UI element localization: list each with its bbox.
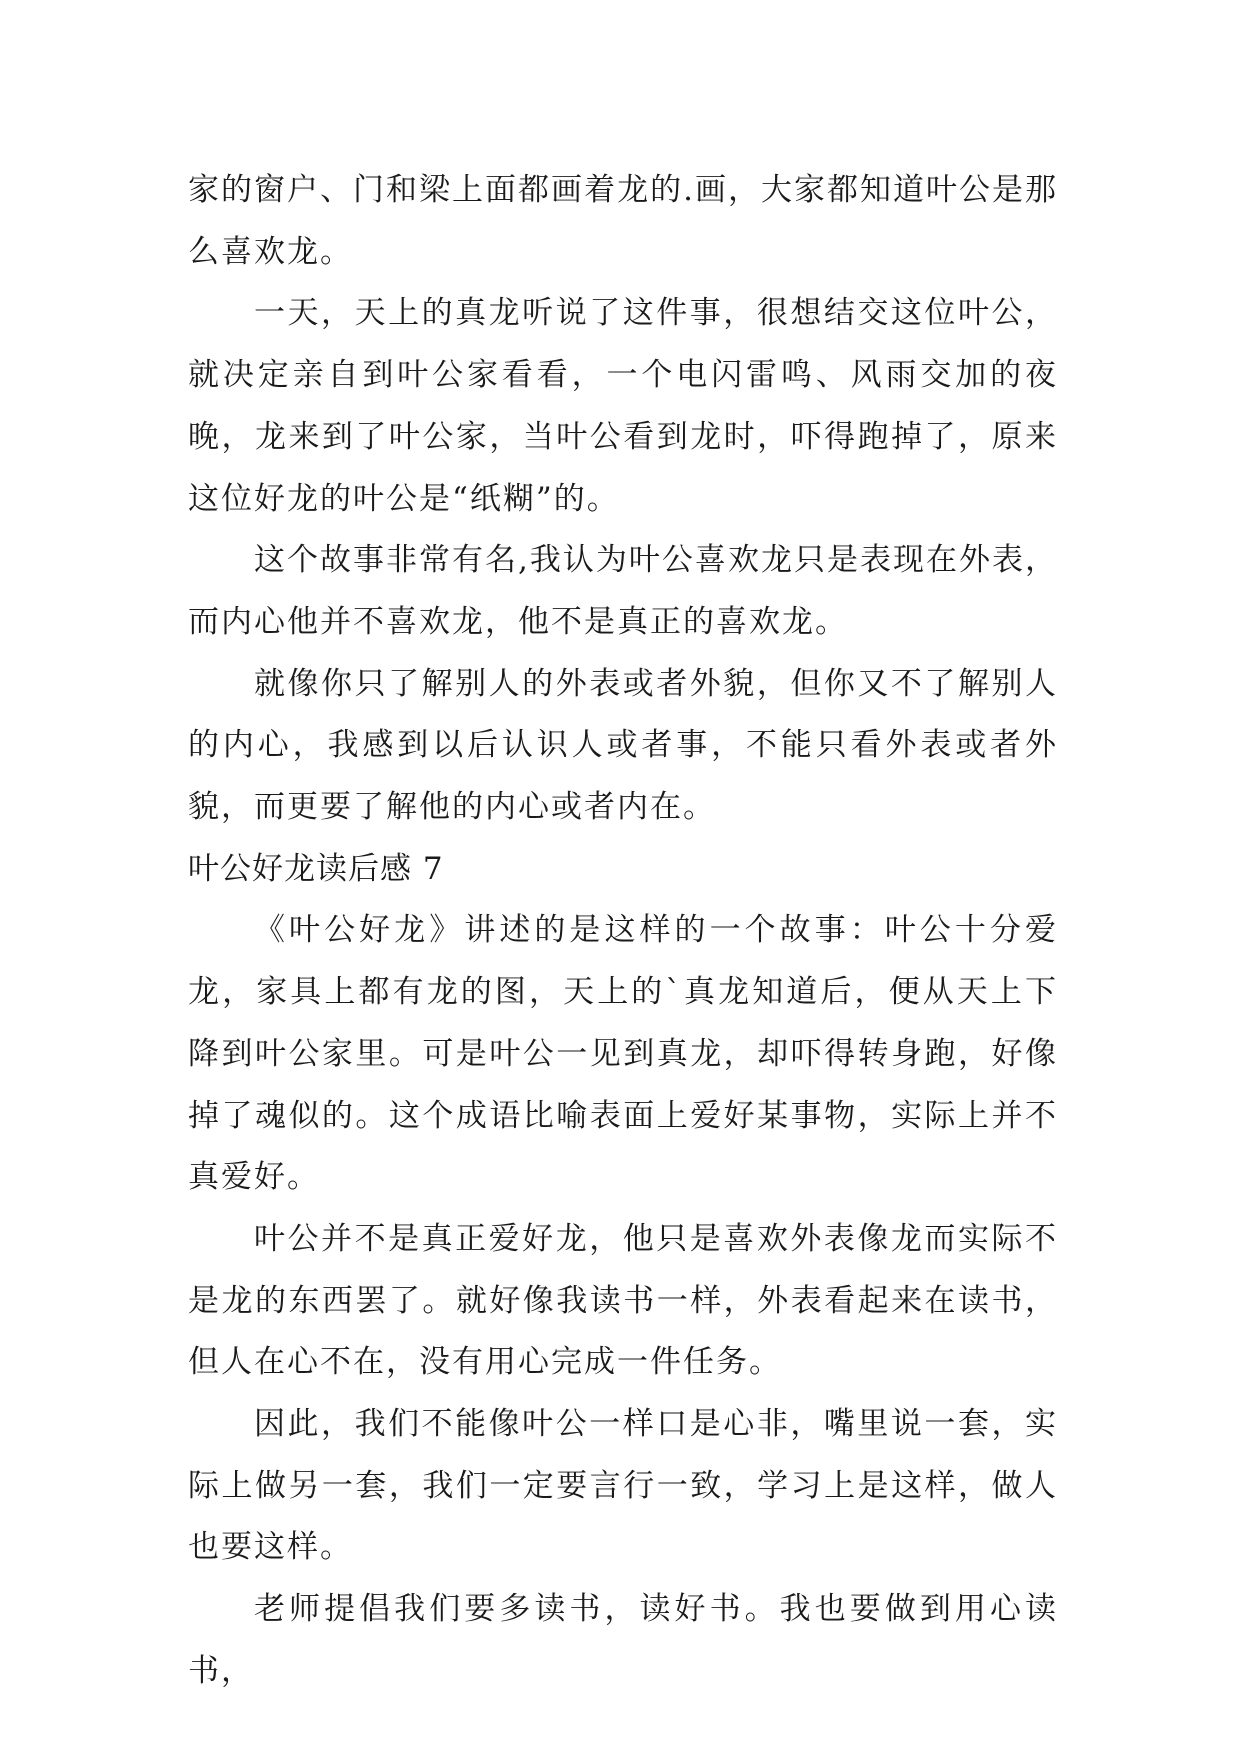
paragraph: 就像你只了解别人的外表或者外貌，但你又不了解别人的内心，我感到以后认识人或者事，不能只看外表或者外貌，而更要了解他的内心或者内在。 <box>188 665 1058 826</box>
section-title: 叶公好龙读后感 7 <box>188 850 444 887</box>
document-body <box>188 160 1058 1703</box>
paragraph: 《叶公好龙》讲述的是这样的一个故事：叶公十分爱龙，家具上都有龙的图，天上的`真龙知道后，便从天上下降到叶公家里。可是叶公一见到真龙，却吓得转身跑，好像掉了魂似的。这个成语比喻表面上爱好某事物，实际上并不真爱好。 <box>188 912 1058 1196</box>
paragraph: 家的窗户、门和梁上面都画着龙的.画，大家都知道叶公是那么喜欢龙。 <box>188 172 1058 270</box>
paragraph: 一天，天上的真龙听说了这件事，很想结交这位叶公，就决定亲自到叶公家看看，一个电闪雷鸣、风雨交加的夜晚，龙来到了叶公家，当叶公看到龙时，吓得跑掉了，原来这位好龙的叶公是“纸糊”的。 <box>188 295 1058 517</box>
paragraph: 这个故事非常有名,我认为叶公喜欢龙只是表现在外表，而内心他并不喜欢龙，他不是真正的喜欢龙。 <box>188 542 1058 640</box>
paragraph: 叶公并不是真正爱好龙，他只是喜欢外表像龙而实际不是龙的东西罢了。就好像我读书一样，外表看起来在读书，但人在心不在，没有用心完成一件任务。 <box>188 1220 1058 1381</box>
paragraph: 老师提倡我们要多读书，读好书。我也要做到用心读书， <box>188 1591 1058 1689</box>
paragraph: 因此，我们不能像叶公一样口是心非，嘴里说一套，实际上做另一套，我们一定要言行一致，学习上是这样，做人也要这样。 <box>188 1406 1058 1566</box>
